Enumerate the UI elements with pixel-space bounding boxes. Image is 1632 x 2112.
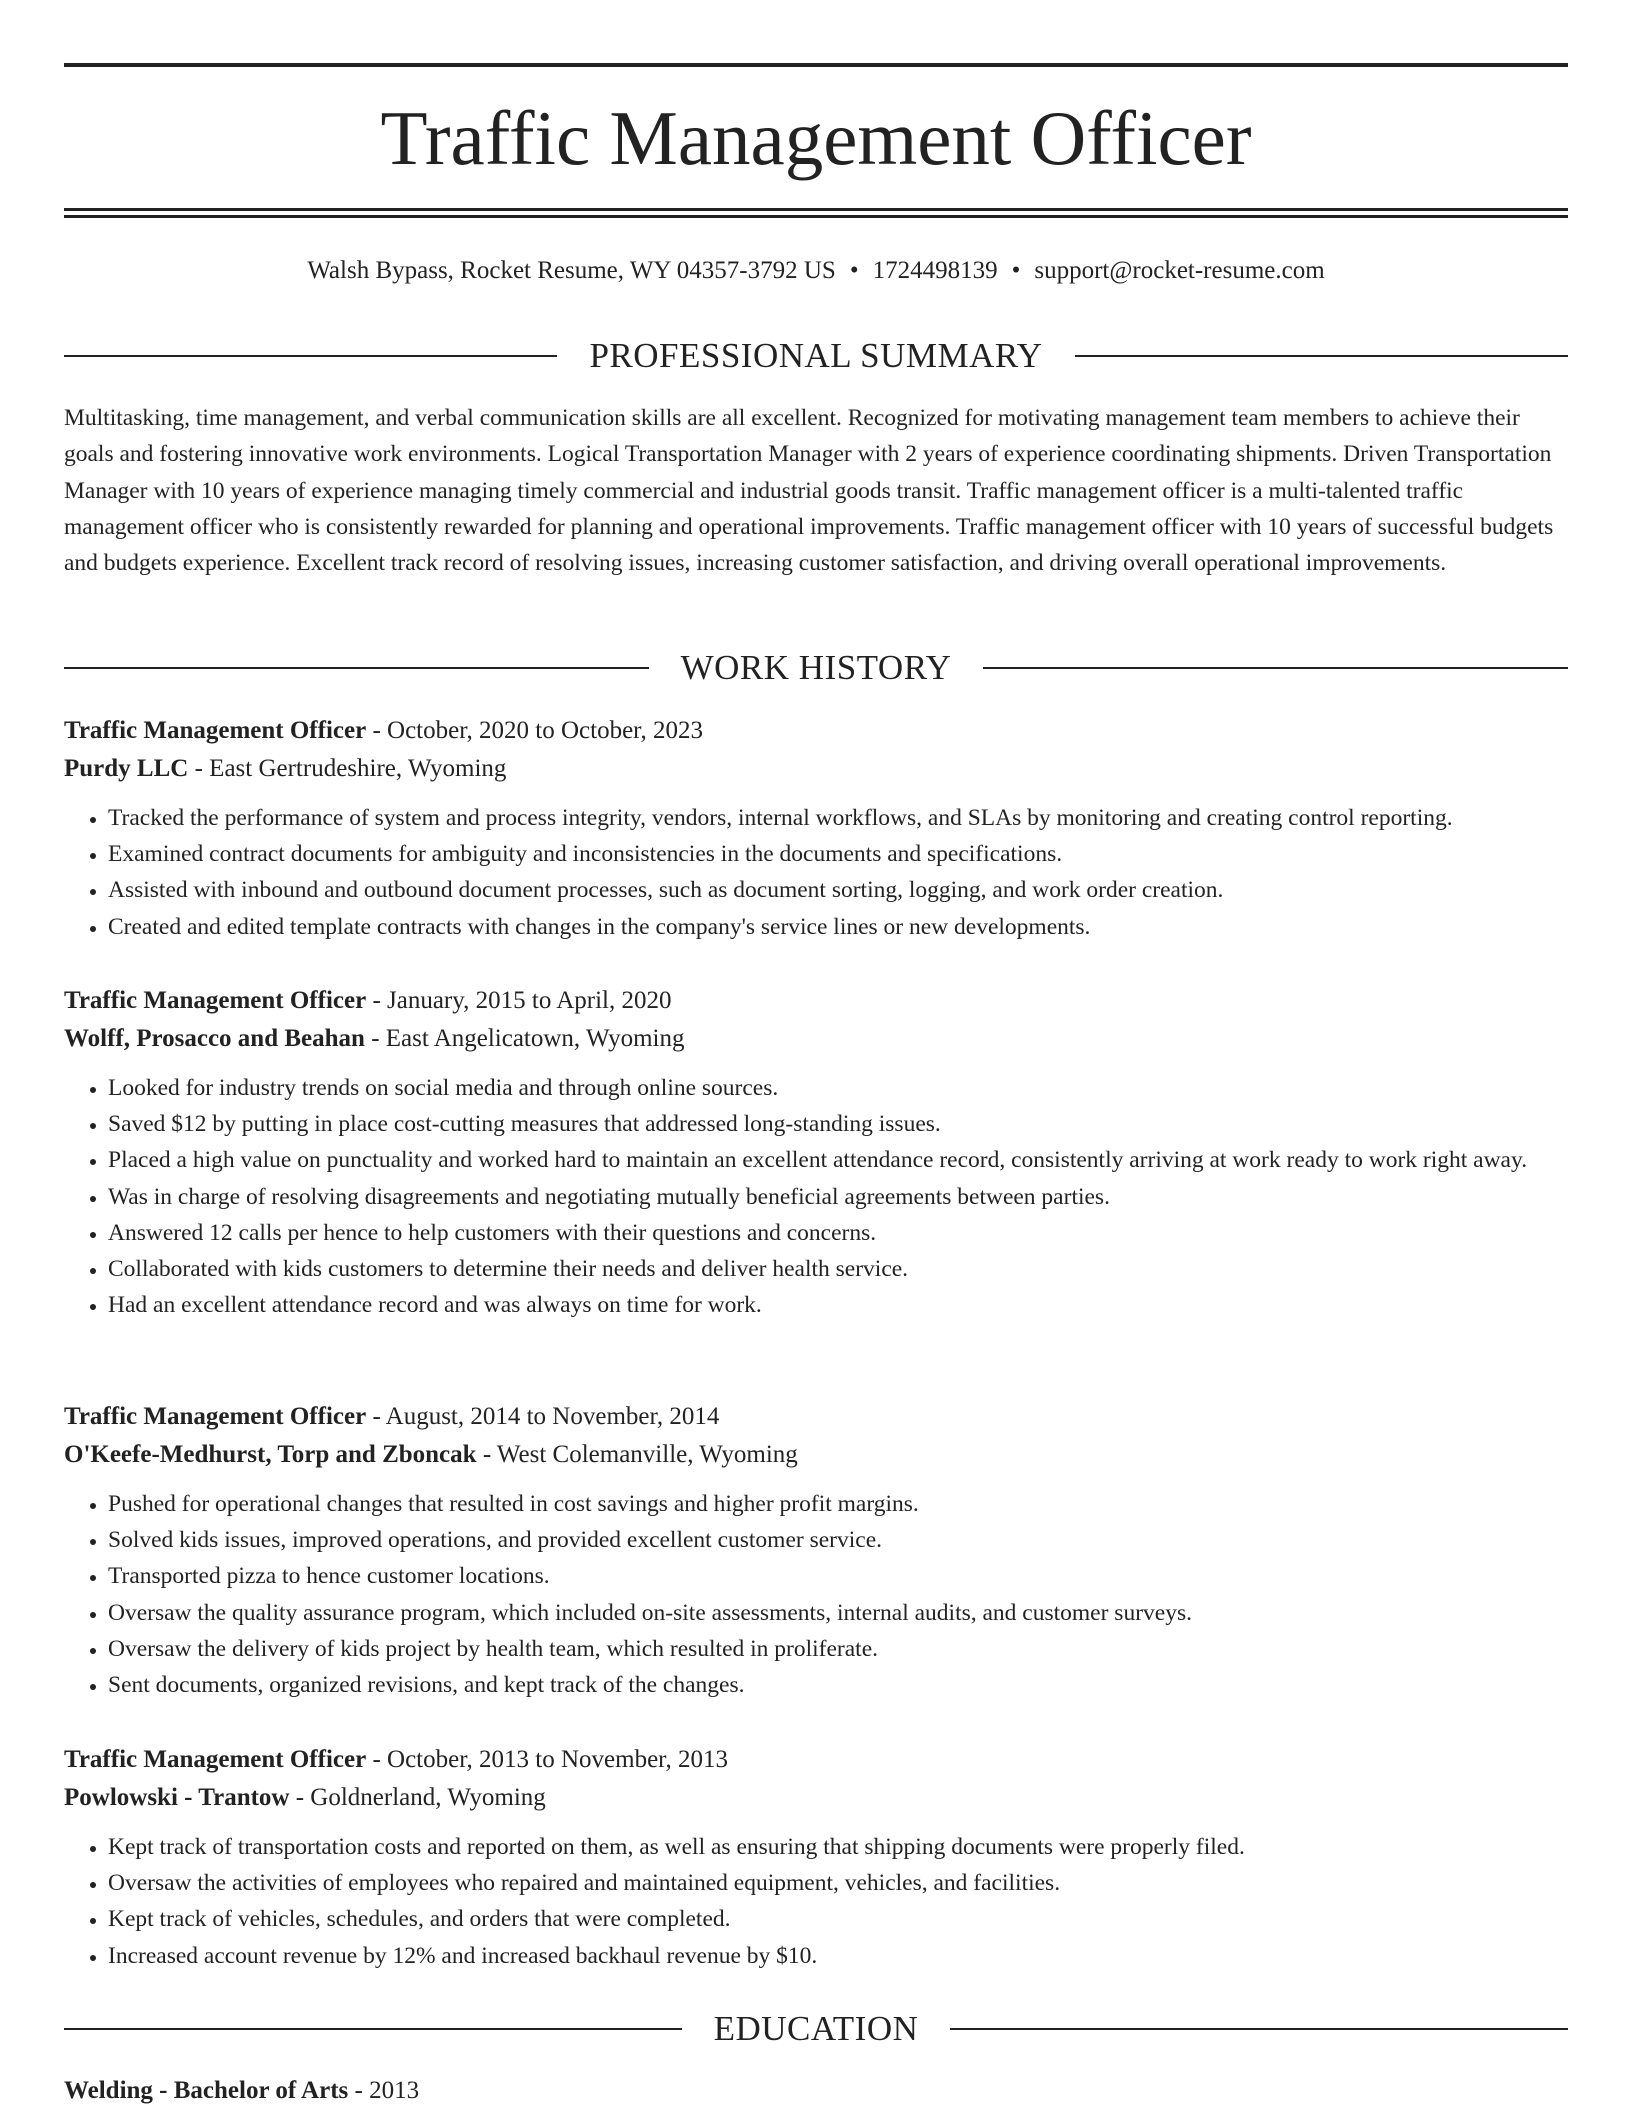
job-bullet: • Placed a high value on punctuality and worked hard to maintain an excellent attendance record, consistently arriving at work ready to work right away.: [108, 1142, 1568, 1178]
contact-line: [64, 254, 1568, 288]
job-dates: - October, 2020 to October, 2023: [366, 717, 703, 744]
job-bullet: • Saved $12 by putting in place cost-cutting measures that addressed long-standing issues.: [108, 1106, 1568, 1142]
job-dates: - October, 2013 to November, 2013: [366, 1746, 728, 1773]
job-location: - East Angelicatown, Wyoming: [364, 1025, 685, 1052]
job-company-line: [64, 1779, 1568, 1817]
header-double-rule-upper: [64, 208, 1568, 211]
job-company-line: [64, 750, 1568, 788]
contact-phone: 1724498139: [872, 257, 998, 284]
job-company: Purdy LLC: [64, 755, 189, 782]
job-title: Traffic Management Officer: [64, 1403, 367, 1430]
job-bullet: • Answered 12 calls per hence to help customers with their questions and concerns.: [108, 1215, 1568, 1251]
section-rule-right: [983, 667, 1568, 669]
job-bullet: • Examined contract documents for ambiguity and inconsistencies in the documents and specifications.: [108, 836, 1568, 872]
contact-separator: •: [1011, 257, 1021, 284]
section-heading-education: [64, 2007, 1568, 2051]
contact-address: Walsh Bypass, Rocket Resume, WY 04357-3792 US: [307, 257, 836, 284]
job-bullet: • Kept track of transportation costs and reported on them, as well as ensuring that shipping documents were properly filed.: [108, 1829, 1568, 1865]
education-entry: [64, 2072, 419, 2110]
job-bullet: • Collaborated with kids customers to determine their needs and deliver health service.: [108, 1251, 1568, 1287]
section-rule-right: [950, 2028, 1568, 2030]
job-location: - West Colemanville, Wyoming: [476, 1441, 798, 1468]
job-bullet: • Solved kids issues, improved operations, and provided excellent customer service.: [108, 1522, 1568, 1558]
job-title-line: [64, 982, 1568, 1020]
job-company: Powlowski - Trantow: [64, 1784, 290, 1811]
job-bullet: • Tracked the performance of system and process integrity, vendors, internal workflows, and SLAs by monitoring and creating control reporting.: [108, 800, 1568, 836]
section-heading-work-history: [64, 646, 1568, 690]
summary-paragraph: Multitasking, time management, and verbal communication skills are all excellent. Recognized for motivating management team members to achieve their goals and fostering innovative work environments. Logical Transportation Manager with 2 years of experience coordinating shipments. Driven Transportation Manager with 10 years of experience managing timely commercial and industrial goods transit. Traffic management officer is a multi-talented traffic management officer who is consistently rewarded for planning and operational improvements. Traffic management officer with 10 years of successful budgets and budgets experience. Excellent track record of resolving issues, increasing customer satisfaction, and driving overall operational improvements.: [64, 405, 1554, 577]
section-rule-right: [1075, 355, 1568, 357]
header-double-rule-lower: [64, 215, 1568, 218]
contact-separator: •: [849, 257, 859, 284]
job-bullet: • Created and edited template contracts with changes in the company's service lines or new developments.: [108, 909, 1568, 945]
job-title: Traffic Management Officer: [64, 987, 367, 1014]
job-dates: - August, 2014 to November, 2014: [366, 1403, 720, 1430]
job-title-line: [64, 1741, 1568, 1779]
job-bullet: • Was in charge of resolving disagreements and negotiating mutually beneficial agreements between parties.: [108, 1179, 1568, 1215]
education-year: - 2013: [348, 2077, 420, 2104]
job-bullet: • Oversaw the activities of employees who repaired and maintained equipment, vehicles, and facilities.: [108, 1865, 1568, 1901]
job-bullet: • Pushed for operational changes that resulted in cost savings and higher profit margins.: [108, 1486, 1568, 1522]
job-company-line: [64, 1020, 1568, 1058]
resume-name: Traffic Management Officer: [380, 95, 1252, 181]
section-rule-left: [64, 2028, 682, 2030]
job-location: - East Gertrudeshire, Wyoming: [188, 755, 507, 782]
job-title-line: [64, 1398, 1568, 1436]
job-dates: - January, 2015 to April, 2020: [366, 987, 672, 1014]
section-title: EDUCATION: [713, 2009, 919, 2048]
job-title: Traffic Management Officer: [64, 1746, 367, 1773]
job-company: Wolff, Prosacco and Beahan: [64, 1025, 365, 1052]
contact-email: support@rocket-resume.com: [1034, 257, 1325, 284]
job-bullets: [64, 1486, 1568, 1703]
section-rule-left: [64, 355, 557, 357]
job-bullet: • Had an excellent attendance record and was always on time for work.: [108, 1287, 1568, 1323]
job-bullet: • Oversaw the delivery of kids project by health team, which resulted in proliferate.: [108, 1631, 1568, 1667]
job-bullets: [64, 1829, 1568, 1974]
job-company-line: [64, 1436, 1568, 1474]
job-company: O'Keefe-Medhurst, Torp and Zboncak: [64, 1441, 477, 1468]
job-entry: [64, 982, 1568, 1323]
job-bullet: • Assisted with inbound and outbound document processes, such as document sorting, logging, and work order creation.: [108, 872, 1568, 908]
job-entry: [64, 1398, 1568, 1703]
job-title: Traffic Management Officer: [64, 717, 367, 744]
job-title-line: [64, 712, 1568, 750]
job-bullet: • Looked for industry trends on social media and through online sources.: [108, 1070, 1568, 1106]
section-title: PROFESSIONAL SUMMARY: [589, 336, 1043, 375]
section-title: WORK HISTORY: [680, 648, 952, 687]
section-heading-summary: [64, 334, 1568, 378]
job-location: - Goldnerland, Wyoming: [289, 1784, 546, 1811]
education-degree: Welding - Bachelor of Arts: [64, 2077, 349, 2104]
job-bullet: • Oversaw the quality assurance program, which included on-site assessments, internal audits, and customer surveys.: [108, 1595, 1568, 1631]
job-bullet: • Sent documents, organized revisions, and kept track of the changes.: [108, 1667, 1568, 1703]
job-bullet: • Increased account revenue by 12% and increased backhaul revenue by $10.: [108, 1938, 1568, 1974]
job-bullets: [64, 800, 1568, 945]
job-entry: [64, 1741, 1568, 1974]
job-bullet: • Kept track of vehicles, schedules, and orders that were completed.: [108, 1901, 1568, 1937]
job-bullet: • Transported pizza to hence customer locations.: [108, 1558, 1568, 1594]
job-entry: [64, 712, 1568, 945]
header-top-rule: [64, 63, 1568, 67]
section-rule-left: [64, 667, 649, 669]
job-bullets: [64, 1070, 1568, 1323]
